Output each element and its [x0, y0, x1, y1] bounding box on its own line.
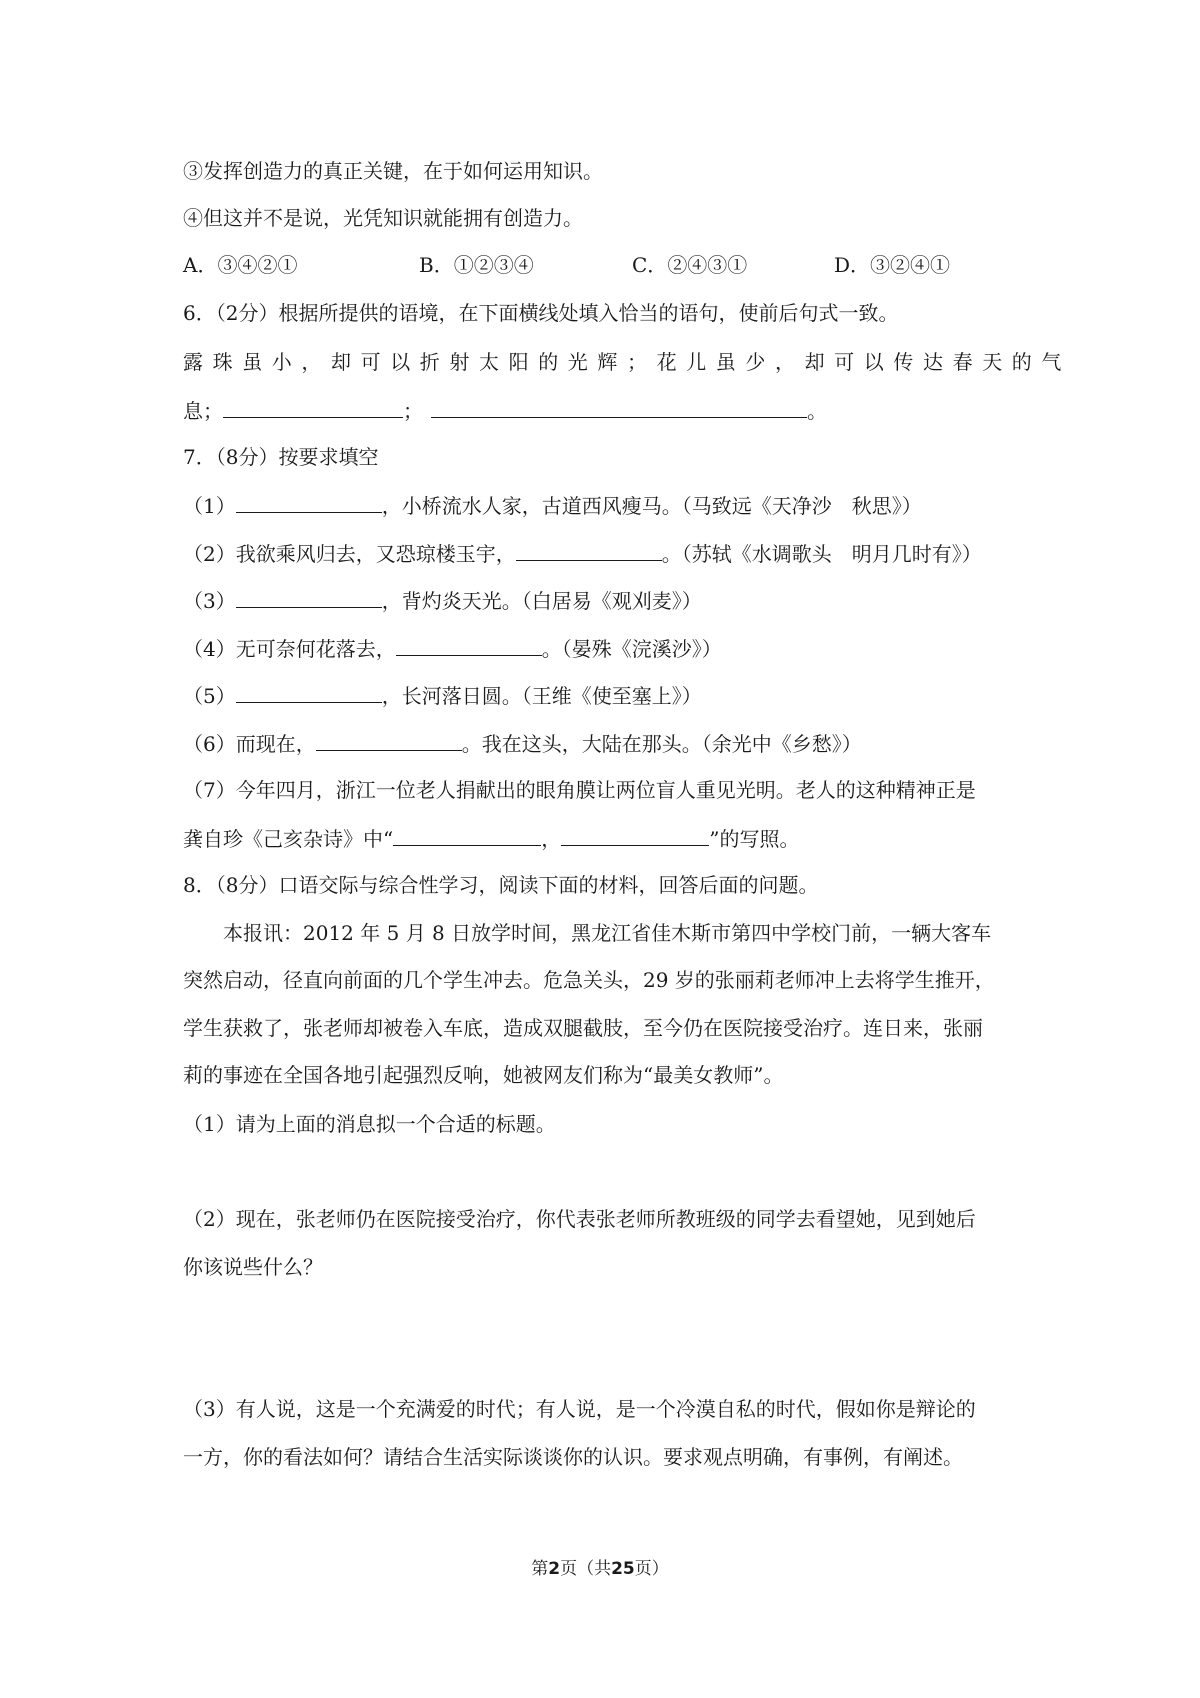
q8-subquestion-2-line-2: 你该说些什么？ — [183, 1255, 323, 1279]
total-page-count: 25 — [611, 1559, 635, 1579]
q5-option-d: D．③②④① — [834, 253, 951, 277]
q6-context-line-2-start: 息； — [183, 399, 223, 423]
q8-stem: 8．（8分）口语交际与综合性学习，阅读下面的材料，回答后面的问题。 — [183, 873, 819, 897]
q7-item-5-blank[interactable] — [236, 680, 382, 703]
q8-subquestion-2-line-1: （2）现在，张老师仍在医院接受治疗，你代表张老师所教班级的同学去看望她，见到她后 — [183, 1207, 976, 1231]
q8-subquestion-3-line-2: 一方，你的看法如何？请结合生活实际谈谈你的认识。要求观点明确，有事例，有阐述。 — [183, 1445, 963, 1469]
q8-subquestion-1: （1）请为上面的消息拟一个合适的标题。 — [183, 1112, 556, 1136]
current-page-number: 2 — [548, 1559, 561, 1579]
q7-item-4: （4）无可奈何花落去， 。（晏殊《浣溪沙》） — [183, 633, 1023, 663]
q7-item-2: （2）我欲乘风归去，又恐琼楼玉宇， 。（苏轼《水调歌头 明月几时有》） — [183, 538, 1023, 568]
q6-context-line-2 — [183, 395, 1023, 425]
q8-passage-line-4: 莉的事迹在全国各地引起强烈反响，她被网友们称为“最美女教师”。 — [183, 1063, 784, 1087]
q7-item-7-line-2: 龚自珍《己亥杂诗》中“ ， ”的写照。 — [183, 823, 1023, 853]
q8-subquestion-3-line-1: （3）有人说，这是一个充满爱的时代；有人说，是一个冷漠自私的时代，假如你是辩论的 — [183, 1397, 976, 1421]
q7-item-1-blank[interactable] — [236, 490, 382, 513]
q8-passage-line-2: 突然启动，径直向前面的几个学生冲去。危急关头，29 岁的张丽莉老师冲上去将学生推开， — [183, 968, 995, 992]
page-footer: 第2页（共25页） — [531, 1559, 669, 1579]
q7-item-6-blank[interactable] — [316, 728, 462, 751]
q6-context-line-1: 露珠虽小，却可以折射太阳的光辉；花儿虽少，却可以传达春天的气 — [183, 350, 1071, 374]
q8-passage-line-1: 本报讯：2012 年 5 月 8 日放学时间，黑龙江省佳木斯市第四中学校门前，一辆大客车 — [223, 921, 992, 945]
q6-answer-blank-2[interactable] — [431, 395, 807, 418]
q7-stem: 7．（8分）按要求填空 — [183, 445, 379, 469]
q8-passage-line-3: 学生获救了，张老师却被卷入车底，造成双腿截肢，至今仍在医院接受治疗。连日来，张丽 — [183, 1016, 983, 1040]
q5-option-c: C．②④③① — [632, 253, 748, 277]
q7-item-5: （5） ，长河落日圆。（王维《使至塞上》） — [183, 680, 1023, 710]
q7-item-3-blank[interactable] — [236, 585, 382, 608]
q5-option-b: B．①②③④ — [419, 253, 534, 277]
q6-answer-blank-1[interactable] — [223, 395, 403, 418]
q7-item-3: （3） ，背灼炎天光。（白居易《观刈麦》） — [183, 585, 1023, 615]
q6-separator: ； — [403, 399, 423, 423]
q6-stem: 6．（2分）根据所提供的语境，在下面横线处填入恰当的语句，使前后句式一致。 — [183, 301, 899, 325]
q7-item-7-blank-1[interactable] — [393, 823, 541, 846]
q7-item-2-blank[interactable] — [516, 538, 662, 561]
q7-item-6: （6）而现在， 。我在这头，大陆在那头。（余光中《乡愁》） — [183, 728, 1023, 758]
q7-item-7-line-1: （7）今年四月，浙江一位老人捐献出的眼角膜让两位盲人重见光明。老人的这种精神正是 — [183, 778, 976, 802]
q6-end: 。 — [807, 399, 827, 423]
q7-item-7-blank-2[interactable] — [561, 823, 709, 846]
q7-item-4-blank[interactable] — [396, 633, 542, 656]
q5-item-4: ④但这并不是说，光凭知识就能拥有创造力。 — [183, 206, 583, 230]
q7-item-1: （1） ，小桥流水人家，古道西风瘦马。（马致远《天净沙 秋思》） — [183, 490, 1023, 520]
q5-option-a: A．③④②① — [183, 253, 298, 277]
q5-item-3: ③发挥创造力的真正关键，在于如何运用知识。 — [183, 159, 603, 183]
